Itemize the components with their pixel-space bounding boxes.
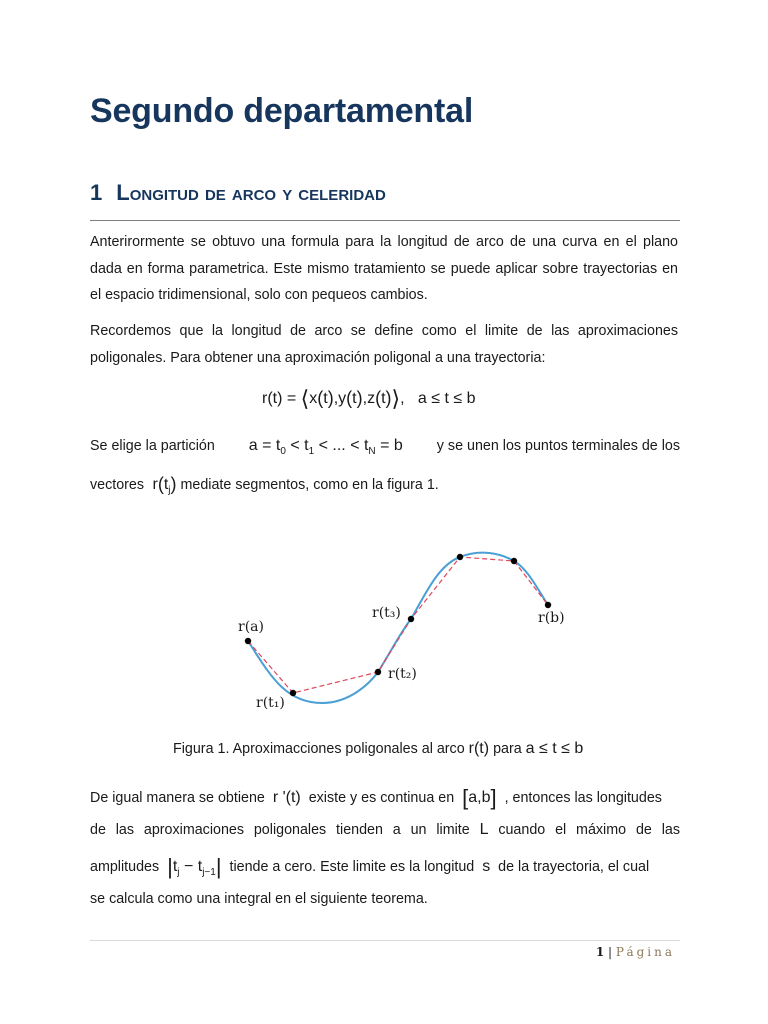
word: máximo (576, 822, 627, 838)
section-heading (90, 180, 386, 206)
word: cuando (498, 822, 546, 838)
paragraph-recall: Recordemos que la longitud de arco se define como el limite de las aproximaciones poligonales. Para obtener una aproximación poligonal a una trayectoria: (90, 323, 678, 366)
eq-lhs: r(t) = (262, 390, 297, 407)
word: un (410, 822, 427, 838)
word: el (555, 822, 567, 838)
eq-t: t (323, 390, 328, 407)
paragraph3-line1: De igual manera se obtiene r '(t) existe y es continua en [a,b] , entonces las longitudes (90, 785, 662, 810)
partition-formula: $a = t_0 < t_1$ < ... < $t_N = b$ (248, 437, 403, 458)
trajectory-equation: r(t) = ⟨x(t),y(t),z(t)⟩, a ≤ t ≤ b (262, 386, 476, 411)
paragraph3-line3: amplitudes $|t_j - t_{j-1}|$ tiende a cero. Este limite es la longitud s de la trayectoria, el cual (90, 854, 650, 879)
eq-t: t (352, 390, 357, 407)
vector-rtj: $r(t_j)$ (152, 474, 177, 497)
paragraph3-line4: se calcula como una integral en el siguiente teorema. (90, 891, 428, 907)
label-rt2: r(t₂) (388, 666, 417, 682)
page-title: Segundo departamental (90, 92, 474, 130)
point-rb (545, 602, 551, 608)
section-divider (90, 220, 680, 221)
label-rt3: r(t₃) (372, 605, 401, 621)
figure-caption (173, 740, 583, 758)
section-title: Longitud de arco y celeridad (116, 180, 386, 205)
caption-para: para (493, 741, 522, 757)
label-rb: r(b) (538, 610, 565, 626)
vectors-before: vectores (90, 477, 145, 493)
footer-divider (90, 940, 680, 941)
paragraph3-line2 (90, 821, 680, 839)
partition-line (90, 437, 680, 457)
eq-x: x (309, 390, 318, 407)
caption-rt: r(t) (468, 740, 490, 757)
paragraph-intro: Anterirormente se obtuvo una formula para la longitud de arco de una curva en el plano dada en forma parametrica. Este mismo tratamiento se puede aplicar sobre trayectorias en el espacio tridimensional, solo con pequeos cambios. (90, 234, 678, 303)
vectors-after: mediate segmentos, como en la figura 1. (180, 477, 439, 493)
caption-text: Figura 1. Aproximacciones poligonales al arco (173, 741, 465, 757)
point-rt3 (408, 616, 414, 622)
section-number: 1 (90, 180, 103, 205)
vectors-line (90, 474, 680, 496)
eq-range: a ≤ t ≤ b (417, 390, 476, 407)
point-rt2 (375, 669, 381, 675)
word: tienden (336, 822, 383, 838)
eq-y: y (338, 390, 347, 407)
length-s: s (482, 858, 491, 875)
word: aproximaciones (143, 822, 245, 838)
word: a (392, 822, 401, 838)
page-footer (596, 945, 675, 959)
word: de (635, 822, 652, 838)
page-word: Página (615, 945, 675, 959)
footer-separator: | (608, 945, 613, 959)
caption-range: a ≤ t ≤ b (525, 740, 584, 757)
point-ra (245, 638, 251, 644)
r-prime: r '(t) (272, 789, 301, 806)
interval-ab: [a,b] (462, 785, 497, 810)
eq-z: z (367, 390, 376, 407)
point-mid (457, 554, 463, 560)
point-rt1 (290, 690, 296, 696)
word: de (90, 822, 106, 838)
eq-t: t (381, 390, 386, 407)
word: limite (436, 822, 470, 838)
partition-after: y se unen los puntos terminales de los (436, 438, 680, 454)
point-mid2 (511, 558, 517, 564)
word: poligonales (253, 822, 327, 838)
page-number: 1 (595, 945, 605, 959)
limit-L: L (479, 821, 489, 838)
word: las (661, 822, 680, 838)
amplitude-abs: $|t_j - t_{j-1}|$ (167, 854, 222, 879)
partition-before: Se elige la partición (90, 438, 215, 454)
label-ra: r(a) (238, 619, 264, 635)
polygonal-approximation-figure (230, 535, 590, 720)
word: las (115, 822, 135, 838)
label-rt1: r(t₁) (256, 695, 285, 711)
